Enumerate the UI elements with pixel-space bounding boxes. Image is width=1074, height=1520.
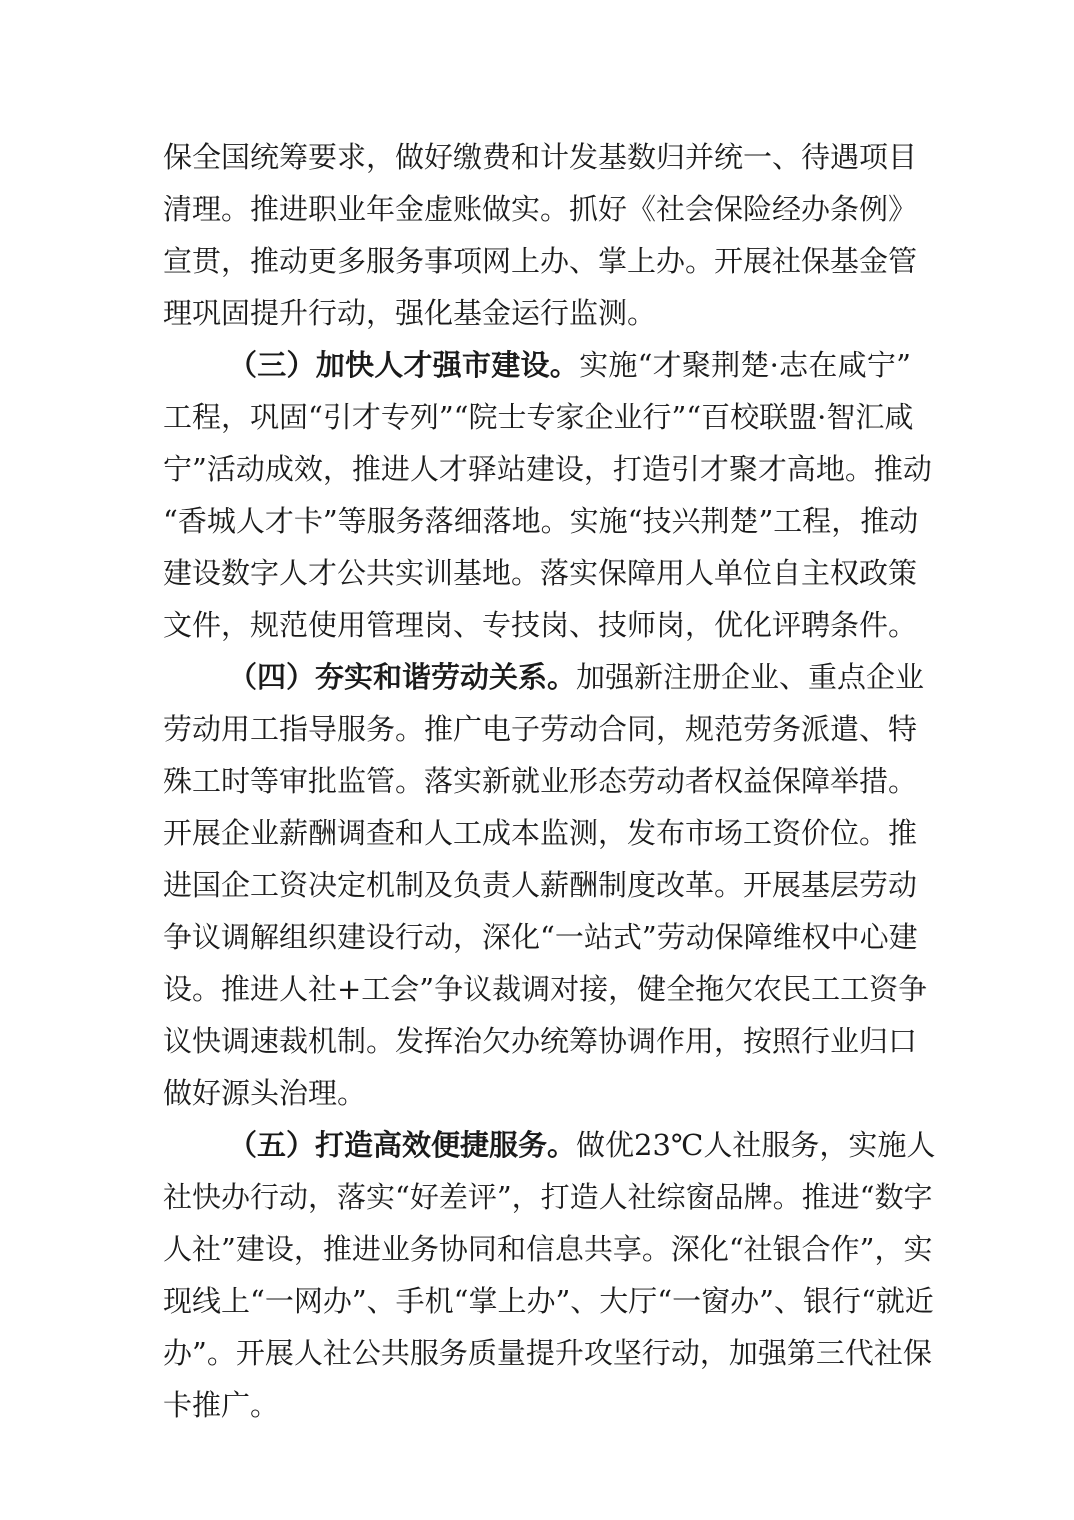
paragraph-line: 殊工时等审批监管。落实新就业形态劳动者权益保障举措。 xyxy=(163,764,918,798)
paragraph-line: 工程，巩固“引才专列”“院士专家企业行”“百校联盟·智汇咸 xyxy=(163,400,914,434)
paragraph-line: 建设数字人才公共实训基地。落实保障用人单位自主权政策 xyxy=(163,556,918,590)
paragraph-line: 卡推广。 xyxy=(163,1388,280,1422)
paragraph-line: 保全国统筹要求，做好缴费和计发基数归并统一、待遇项目 xyxy=(163,140,918,174)
paragraph-line: 人社”建设，推进业务协同和信息共享。深化“社银合作”，实 xyxy=(163,1232,933,1266)
section-first-line xyxy=(228,651,925,703)
paragraph-line: 进国企工资决定机制及负责人薪酬制度改革。开展基层劳动 xyxy=(163,868,918,902)
section-first-line-text: 加强新注册企业、重点企业 xyxy=(576,660,925,694)
paragraph-line: 宣贯，推动更多服务事项网上办、掌上办。开展社保基金管 xyxy=(163,244,918,278)
section-first-line xyxy=(228,1119,936,1171)
paragraph-line: 文件，规范使用管理岗、专技岗、技师岗，优化评聘条件。 xyxy=(163,608,918,642)
section-heading: （五）打造高效便捷服务。 xyxy=(228,1128,577,1162)
section-heading: （三）加快人才强市建设。 xyxy=(228,348,580,382)
paragraph-line: 现线上“一网办”、手机“掌上办”、大厅“一窗办”、银行“就近 xyxy=(163,1284,934,1318)
paragraph-line: 社快办行动，落实“好差评”，打造人社综窗品牌。推进“数字 xyxy=(163,1180,933,1214)
section-first-line-text: 实施“才聚荆楚·志在咸宁” xyxy=(579,348,911,382)
paragraph-line: 办”。开展人社公共服务质量提升攻坚行动，加强第三代社保 xyxy=(163,1336,932,1370)
paragraph-line: 劳动用工指导服务。推广电子劳动合同，规范劳务派遣、特 xyxy=(163,712,918,746)
paragraph-line: 争议调解组织建设行动，深化“一站式”劳动保障维权中心建 xyxy=(163,920,918,954)
paragraph-line: 宁”活动成效，推进人才驿站建设，打造引才聚才高地。推动 xyxy=(163,452,932,486)
paragraph-line: 清理。推进职业年金虚账做实。抓好《社会保险经办条例》 xyxy=(163,192,918,226)
paragraph-line: 理巩固提升行动，强化基金运行监测。 xyxy=(163,296,657,330)
paragraph-line: 开展企业薪酬调查和人工成本监测，发布市场工资价位。推 xyxy=(163,816,918,850)
section-first-line xyxy=(228,339,911,391)
paragraph-line: 议快调速裁机制。发挥治欠办统筹协调作用，按照行业归口 xyxy=(163,1024,918,1058)
paragraph-line: “香城人才卡”等服务落细落地。实施“技兴荆楚”工程，推动 xyxy=(163,504,919,538)
paragraph-line: 做好源头治理。 xyxy=(163,1076,367,1110)
section-first-line-text: 做优23℃人社服务，实施人 xyxy=(576,1128,936,1162)
section-heading: （四）夯实和谐劳动关系。 xyxy=(228,660,577,694)
paragraph-line: 设。推进人社+工会”争议裁调对接，健全拖欠农民工工资争 xyxy=(163,972,928,1006)
